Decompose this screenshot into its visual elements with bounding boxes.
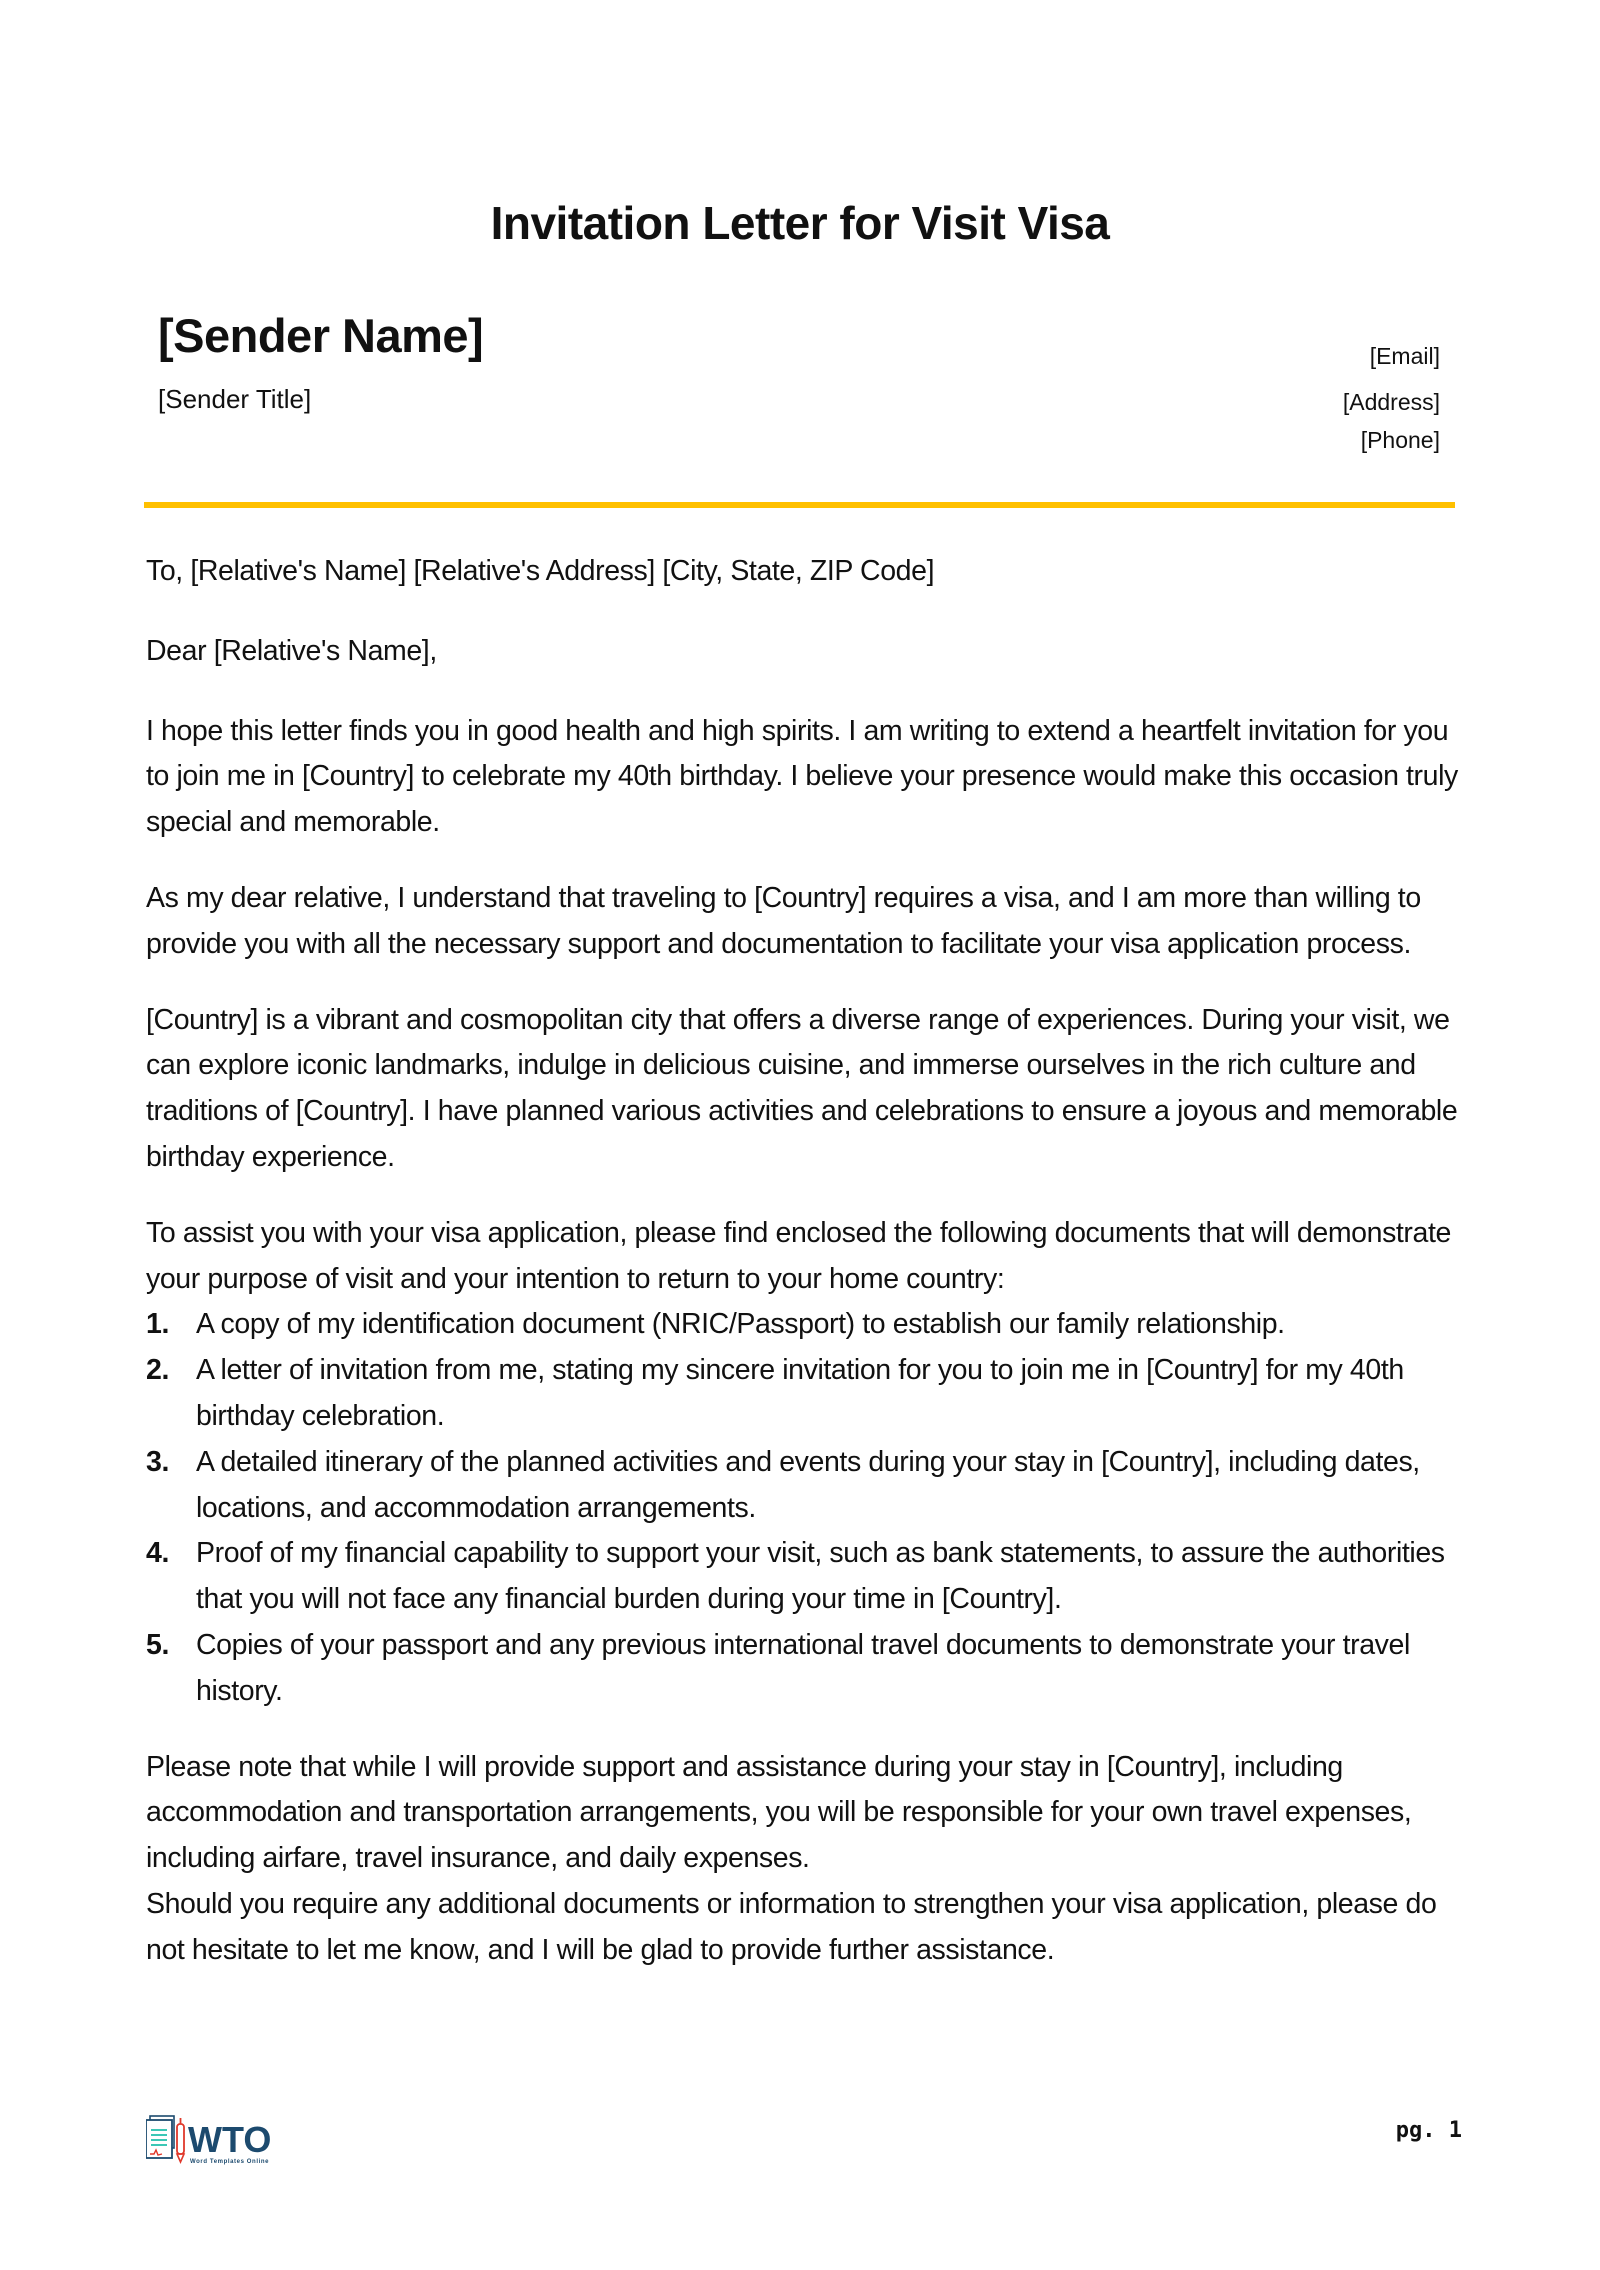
list-number: 5. bbox=[146, 1628, 169, 1661]
paragraph-expenses: Please note that while I will provide support and assistance during your stay in [Country], including accommodation and transportation arrangements, you will be responsible for your own travel expenses, including airfare, travel insurance, and daily expenses. bbox=[146, 1750, 1412, 1875]
sender-title: [Sender Title] bbox=[158, 384, 312, 414]
list-number: 1. bbox=[146, 1308, 169, 1341]
paragraph-country: [Country] is a vibrant and cosmopolitan city that offers a diverse range of experiences. During your visit, we can explore iconic landmarks, indulge in delicious cuisine, and immerse ourselves in the rich culture and traditions of [Country]. I have planned various activities and celebrations to ensure a joyous and memorable birthday experience. bbox=[146, 1003, 1458, 1173]
page-number: pg. 1 bbox=[1395, 2118, 1462, 2143]
list-number: 4. bbox=[146, 1537, 169, 1570]
sender-address: [Address] bbox=[1342, 389, 1440, 415]
sender-email: [Email] bbox=[1369, 343, 1440, 369]
documents-list bbox=[146, 1302, 1466, 1714]
list-number: 2. bbox=[146, 1354, 169, 1387]
list-text: A detailed itinerary of the planned activities and events during your stay in [Country], including dates, locations, and accommodation arrangements. bbox=[196, 1445, 1420, 1524]
list-text: A copy of my identification document (NRIC/Passport) to establish our family relationship. bbox=[196, 1308, 1285, 1341]
paragraph-closing: Should you require any additional documents or information to strengthen your visa application, please do not hesitate to let me know, and I will be glad to provide further assistance. bbox=[146, 1887, 1437, 1966]
list-item bbox=[146, 1440, 1466, 1532]
list-item bbox=[146, 1623, 1466, 1715]
logo-text: WTO bbox=[188, 2119, 272, 2160]
document-title: Invitation Letter for Visit Visa bbox=[490, 197, 1110, 249]
sender-phone: [Phone] bbox=[1360, 427, 1440, 453]
list-text: Copies of your passport and any previous international travel documents to demonstrate your travel history. bbox=[196, 1628, 1410, 1707]
list-text: Proof of my financial capability to support your visit, such as bank statements, to assure the authorities that you will not face any financial burden during your time in [Country]. bbox=[196, 1537, 1445, 1616]
salutation: Dear [Relative's Name], bbox=[146, 634, 437, 667]
sender-name: [Sender Name] bbox=[158, 309, 484, 362]
paragraph-visa: As my dear relative, I understand that traveling to [Country] requires a visa, and I am more than willing to provide you with all the necessary support and documentation to facilitate your visa application process. bbox=[146, 881, 1421, 960]
list-text: A letter of invitation from me, stating my sincere invitation for you to join me in [Country] for my 40th birthday celebration. bbox=[196, 1354, 1404, 1432]
list-item bbox=[146, 1302, 1466, 1348]
document-pen-icon bbox=[146, 2110, 336, 2170]
list-item bbox=[146, 1531, 1466, 1623]
header-divider bbox=[144, 502, 1455, 508]
paragraph-documents: To assist you with your visa application, please find enclosed the following documents that will demonstrate your purpose of visit and your intention to return to your home country: bbox=[146, 1216, 1451, 1295]
paragraph-intro: I hope this letter finds you in good health and high spirits. I am writing to extend a heartfelt invitation for you to join me in [Country] to celebrate my 40th birthday. I believe your presence would make this occasion truly special and memorable. bbox=[146, 714, 1458, 839]
list-item bbox=[146, 1348, 1466, 1440]
wto-logo bbox=[146, 2110, 336, 2170]
recipient-line: To, [Relative's Name] [Relative's Address] [City, State, ZIP Code] bbox=[146, 555, 935, 587]
logo-subtext: Word Templates Online bbox=[190, 2159, 270, 2165]
letter-body bbox=[146, 549, 1466, 1974]
list-number: 3. bbox=[146, 1445, 169, 1478]
